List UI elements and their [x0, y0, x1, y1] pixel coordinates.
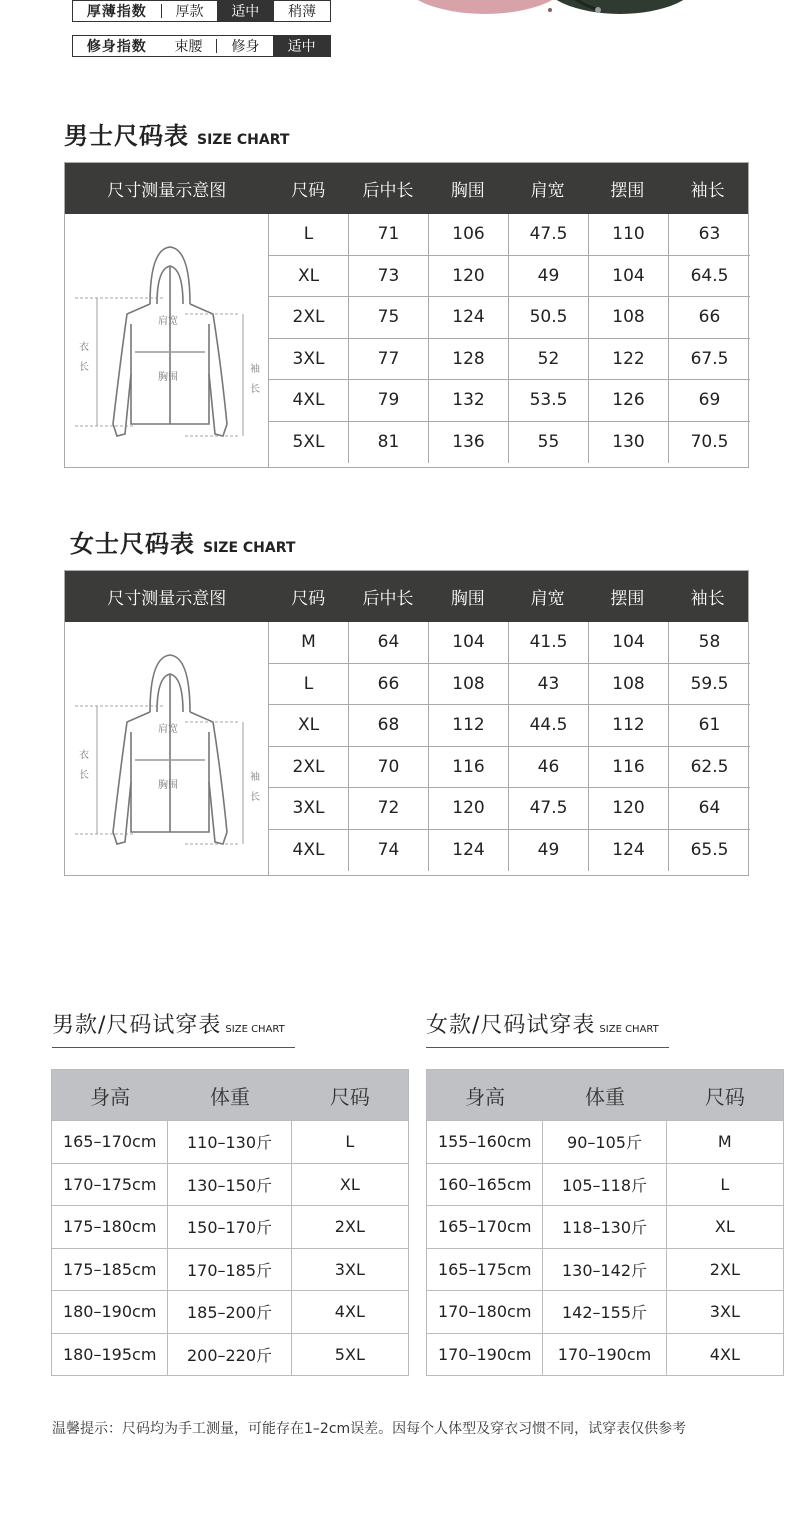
women-fit-title-cn: 女款/尺码试穿表 [426, 1013, 596, 1038]
cell-back-length: 66 [349, 664, 429, 705]
thickness-option-medium: 适中 [217, 1, 273, 21]
table-header [65, 571, 748, 622]
cell-size: 5XL [334, 1344, 365, 1364]
fit-option-waist: 束腰 [174, 39, 203, 55]
cell-hem: 110 [589, 214, 669, 255]
cell-shoulder: 50.5 [509, 297, 589, 338]
size-note: 温馨提示：尺码均为手工测量，可能存在1–2cm误差。因每个人体型及穿衣习惯不同，试穿表仅供参考 [52, 1421, 687, 1437]
cell-size: M [717, 1132, 732, 1152]
men-fit-title [52, 1008, 295, 1048]
women-chart-title-en: SIZE CHART [203, 540, 296, 556]
cell-chest: 120 [429, 256, 509, 297]
cell-size: L [269, 664, 349, 705]
cell-chest: 128 [429, 339, 509, 380]
cell-height: 180–195cm [52, 1334, 168, 1376]
cell-shoulder: 53.5 [509, 380, 589, 421]
cell-back-length: 75 [349, 297, 429, 338]
table-row [427, 1163, 783, 1206]
cell-height: 160–165cm [427, 1164, 543, 1206]
women-measure-diagram [65, 622, 269, 875]
cell-sleeve: 58 [698, 632, 721, 653]
header-hem: 摆围 [610, 181, 645, 201]
cell-weight: 150–170斤 [168, 1206, 291, 1248]
cell-hem: 112 [589, 705, 669, 746]
men-fit-table [51, 1069, 409, 1376]
cell-chest: 116 [429, 747, 509, 788]
cell-hem: 124 [589, 830, 669, 872]
cell-weight: 110–130斤 [168, 1121, 291, 1163]
cell-back-length: 74 [349, 830, 429, 872]
jacket-outline-icon [65, 622, 268, 871]
fit-option-slim: 修身 [231, 39, 260, 55]
women-size-table [64, 570, 749, 876]
cell-sleeve: 62.5 [690, 756, 729, 777]
table-row [269, 422, 750, 464]
diagram-shoulder-label: 肩宽 [158, 724, 178, 735]
diagram-sleeve-label: 袖长 [250, 772, 260, 803]
table-row [269, 664, 750, 706]
cell-sleeve: 65.5 [690, 840, 729, 861]
header-diagram: 尺寸测量示意图 [107, 181, 227, 201]
women-fit-title [426, 1008, 669, 1048]
cell-back-length: 72 [349, 788, 429, 829]
men-fit-rows [52, 1120, 408, 1375]
cell-size: 3XL [709, 1302, 740, 1322]
table-row [269, 214, 750, 256]
cell-size: L [720, 1174, 730, 1194]
men-fit-title-cn: 男款/尺码试穿表 [52, 1013, 222, 1038]
cell-sleeve: 63 [698, 224, 721, 245]
men-chart-title-cn: 男士尺码表 [64, 122, 189, 150]
fit-option-regular: 适中 [273, 36, 330, 56]
header-hem: 摆围 [610, 589, 645, 609]
cell-back-length: 70 [349, 747, 429, 788]
table-row [52, 1248, 408, 1291]
cell-weight: 90–105斤 [543, 1121, 666, 1163]
diagram-chest-label: 胸围 [158, 372, 178, 383]
header-chest: 胸围 [450, 589, 485, 609]
cell-hem: 104 [589, 256, 669, 297]
jacket-outline-icon [65, 214, 268, 463]
cell-height: 175–185cm [52, 1249, 168, 1291]
header-weight: 体重 [210, 1084, 250, 1109]
women-fit-rows [427, 1120, 783, 1375]
men-size-rows [269, 214, 750, 467]
cell-hem: 122 [589, 339, 669, 380]
table-row [427, 1333, 783, 1376]
women-chart-title-cn: 女士尺码表 [70, 530, 195, 558]
cell-back-length: 79 [349, 380, 429, 421]
men-chart-title-en: SIZE CHART [197, 132, 290, 148]
cell-height: 170–180cm [427, 1291, 543, 1333]
cell-weight: 200–220斤 [168, 1334, 291, 1376]
table-row [52, 1290, 408, 1333]
cell-shoulder: 47.5 [509, 214, 589, 255]
cell-weight: 130–142斤 [543, 1249, 666, 1291]
diagram-shoulder-label: 肩宽 [158, 316, 178, 327]
header-size: 尺码 [291, 181, 326, 201]
cell-height: 170–175cm [52, 1164, 168, 1206]
cell-weight: 118–130斤 [543, 1206, 666, 1248]
cell-sleeve: 66 [698, 307, 721, 328]
header-sleeve: 袖长 [690, 181, 725, 201]
cell-chest: 108 [429, 664, 509, 705]
header-shoulder: 肩宽 [530, 589, 565, 609]
cell-back-length: 71 [349, 214, 429, 255]
table-row [52, 1163, 408, 1206]
diagram-sleeve-label: 袖长 [250, 364, 260, 395]
cell-size: 3XL [269, 339, 349, 380]
cell-size: XL [339, 1174, 360, 1194]
thickness-index-label: 厚薄指数 [86, 4, 147, 20]
cell-size: XL [269, 705, 349, 746]
fit-index [72, 35, 331, 57]
men-measure-diagram [65, 214, 269, 467]
men-chart-title [64, 116, 289, 151]
cell-height: 155–160cm [427, 1121, 543, 1163]
table-row [269, 705, 750, 747]
cell-back-length: 68 [349, 705, 429, 746]
cell-chest: 124 [429, 830, 509, 872]
diagram-length-label: 衣长 [79, 750, 89, 781]
table-row [427, 1205, 783, 1248]
cell-shoulder: 46 [509, 747, 589, 788]
header-size: 尺码 [329, 1084, 370, 1109]
header-back-length: 后中长 [362, 589, 414, 609]
cell-hem: 126 [589, 380, 669, 421]
table-row [269, 297, 750, 339]
cell-chest: 112 [429, 705, 509, 746]
cell-shoulder: 55 [509, 422, 589, 464]
women-size-rows [269, 622, 750, 875]
cell-hem: 108 [589, 664, 669, 705]
header-shoulder: 肩宽 [530, 181, 565, 201]
header-size: 尺码 [704, 1084, 745, 1109]
product-jacket-image [400, 0, 700, 20]
cell-sleeve: 67.5 [690, 348, 729, 369]
cell-size: 2XL [709, 1259, 740, 1279]
cell-chest: 120 [429, 788, 509, 829]
cell-hem: 120 [589, 788, 669, 829]
cell-size: XL [714, 1217, 735, 1237]
cell-hem: 104 [589, 622, 669, 663]
cell-size: 2XL [269, 297, 349, 338]
cell-shoulder: 52 [509, 339, 589, 380]
cell-size: L [269, 214, 349, 255]
cell-sleeve: 61 [698, 715, 721, 736]
cell-height: 170–190cm [427, 1334, 543, 1376]
cell-size: 2XL [334, 1217, 365, 1237]
header-height: 身高 [465, 1084, 506, 1109]
cell-weight: 170–185斤 [168, 1249, 291, 1291]
table-row [269, 622, 750, 664]
cell-back-length: 81 [349, 422, 429, 464]
cell-weight: 105–118斤 [543, 1164, 666, 1206]
cell-shoulder: 44.5 [509, 705, 589, 746]
table-row [427, 1248, 783, 1291]
table-row [269, 788, 750, 830]
table-row [269, 256, 750, 298]
thickness-option-thick: 厚款 [175, 4, 204, 20]
cell-sleeve: 64.5 [690, 265, 729, 286]
cell-chest: 104 [429, 622, 509, 663]
cell-back-length: 73 [349, 256, 429, 297]
women-fit-table [426, 1069, 784, 1376]
women-fit-title-en: SIZE CHART [599, 1024, 659, 1035]
cell-weight: 170–190cm [543, 1334, 666, 1376]
cell-weight: 142–155斤 [543, 1291, 666, 1333]
cell-chest: 124 [429, 297, 509, 338]
cell-chest: 136 [429, 422, 509, 464]
table-row [52, 1120, 408, 1163]
cell-size: 4XL [334, 1302, 365, 1322]
cell-shoulder: 49 [509, 830, 589, 872]
cell-hem: 116 [589, 747, 669, 788]
cell-shoulder: 47.5 [509, 788, 589, 829]
cell-sleeve: 59.5 [690, 673, 729, 694]
header-sleeve: 袖长 [690, 589, 725, 609]
cell-height: 165–175cm [427, 1249, 543, 1291]
header-size: 尺码 [291, 589, 326, 609]
cell-chest: 132 [429, 380, 509, 421]
cell-shoulder: 49 [509, 256, 589, 297]
cell-shoulder: 41.5 [509, 622, 589, 663]
men-size-table [64, 162, 749, 468]
table-row [269, 380, 750, 422]
thickness-option-thin: 稍薄 [273, 1, 330, 21]
women-chart-title [70, 524, 295, 559]
fit-index-label: 修身指数 [86, 39, 147, 55]
table-header [52, 1070, 408, 1120]
cell-sleeve: 70.5 [690, 432, 729, 453]
cell-height: 180–190cm [52, 1291, 168, 1333]
header-chest: 胸围 [450, 181, 485, 201]
cell-weight: 130–150斤 [168, 1164, 291, 1206]
diagram-length-label: 衣长 [79, 342, 89, 373]
cell-size: 4XL [269, 830, 349, 872]
cell-hem: 108 [589, 297, 669, 338]
table-row [427, 1120, 783, 1163]
table-row [427, 1290, 783, 1333]
cell-height: 175–180cm [52, 1206, 168, 1248]
cell-size: L [345, 1132, 355, 1152]
cell-size: M [269, 622, 349, 663]
cell-back-length: 77 [349, 339, 429, 380]
cell-size: 2XL [269, 747, 349, 788]
cell-sleeve: 64 [698, 798, 721, 819]
cell-size: XL [269, 256, 349, 297]
cell-size: 4XL [709, 1344, 740, 1364]
header-weight: 体重 [585, 1084, 625, 1109]
table-row [269, 339, 750, 381]
thickness-index [72, 0, 331, 22]
cell-size: 4XL [269, 380, 349, 421]
table-row [52, 1333, 408, 1376]
table-row [52, 1205, 408, 1248]
header-back-length: 后中长 [362, 181, 414, 201]
table-header [427, 1070, 783, 1120]
cell-sleeve: 69 [698, 390, 721, 411]
header-height: 身高 [90, 1084, 131, 1109]
header-diagram: 尺寸测量示意图 [107, 589, 227, 609]
men-fit-title-en: SIZE CHART [225, 1024, 285, 1035]
cell-hem: 130 [589, 422, 669, 464]
cell-size: 5XL [269, 422, 349, 464]
table-header [65, 163, 748, 214]
diagram-chest-label: 胸围 [158, 780, 178, 791]
cell-weight: 185–200斤 [168, 1291, 291, 1333]
cell-height: 165–170cm [52, 1121, 168, 1163]
cell-shoulder: 43 [509, 664, 589, 705]
cell-height: 165–170cm [427, 1206, 543, 1248]
table-row [269, 830, 750, 872]
table-row [269, 747, 750, 789]
cell-size: 3XL [269, 788, 349, 829]
cell-chest: 106 [429, 214, 509, 255]
cell-back-length: 64 [349, 622, 429, 663]
cell-size: 3XL [334, 1259, 365, 1279]
